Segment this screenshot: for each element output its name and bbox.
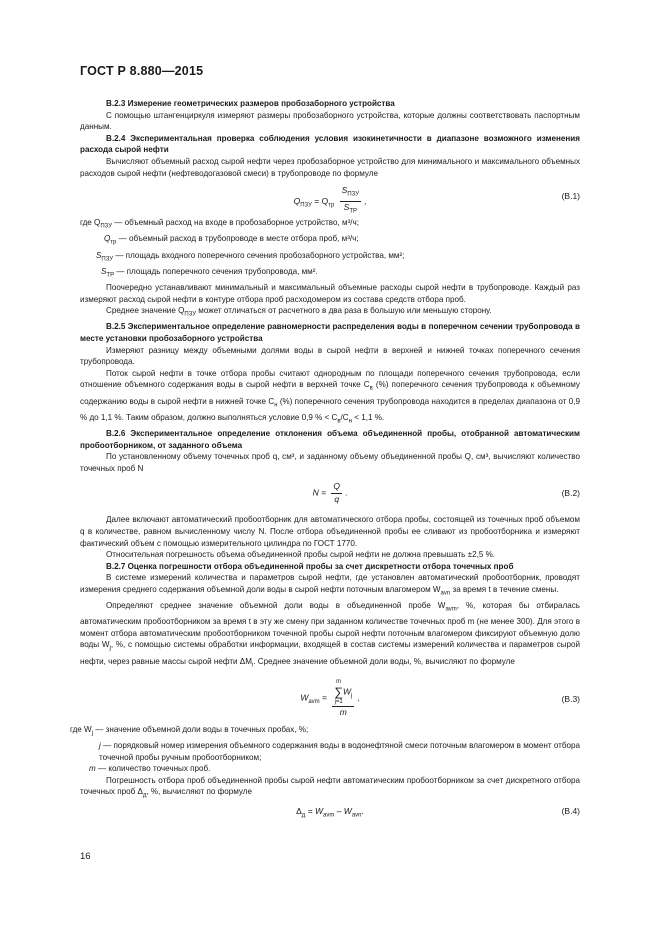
section-title-b26: В.2.6 Экспериментальное определение отклонения объема объединенной пробы, отобранной автоматическим пробоотборником, от заданного объема bbox=[80, 428, 580, 450]
legend-item: где $Q_{ПЗУ}$ — объемный расход на входе в пробозаборное устройство, м³/ч; bbox=[80, 218, 359, 230]
paragraph: Относительная погрешность объема объединенной пробы сырой нефти не должна превышать ±2,5 %. bbox=[106, 550, 496, 560]
paragraph: В системе измерений количества и параметров сырой нефти, где установлен автоматический пробоотборник, проводят измерения среднего содержания объемной доли воды в сырой нефти поточным влагомером $W_{avn}$ за время t в течение смены. bbox=[80, 573, 580, 597]
legend-item: m — количество точечных проб. bbox=[89, 764, 211, 774]
legend-item: j — порядковый номер измерения объемного содержания воды в водонефтяной смеси поточным влагомером в момент отбора точечной пробы ручным пробоотборником; bbox=[99, 741, 580, 762]
document-header: ГОСТ Р 8.880—2015 bbox=[80, 64, 204, 78]
paragraph: Поток сырой нефти в точке отбора пробы считают однородным по площади поперечного сечения трубопровода, если отношение объемного содержания воды в сырой нефти в верхней точке $C_в$ (%) поперечного сечения трубопровода к объемному содержанию воды в сырой нефти в нижней точке $C_н$ (%) поперечного сечения трубопровода находится в пределах диапазона от 0,9 % до 1,1 %. Таким образом, должно выполняться условие 0,9 % < $C_в/C_н < 1,1$ %. bbox=[80, 368, 580, 425]
formula-b1: $Q_{ПЗУ} = Q_{тр}$ $\frac{S_{ПЗУ}}{S_{ТР}}$ , (В.1) bbox=[293, 185, 580, 216]
paragraph: Измеряют разницу между объемными долями воды в сырой нефти в верхней и нижней точках поперечного сечения трубопровода. bbox=[80, 345, 580, 367]
page-number: 16 bbox=[80, 851, 91, 862]
formula-number: (В.3) bbox=[561, 693, 580, 704]
paragraph: Определяют среднее значение объемной доли воды в объединенной пробе $W_{avm}$, %, которая бы отбиралась автоматическим пробоотборником за время t в эту же смену при заданном количестве точечных проб m (не менее 300). Для этого в момент отбора автоматическим пробоотборником точечной пробы сырой нефти поточным влагомером фиксируют объемную долю воды $W_j$, %, с помощью системы обработки информации, входящей в состав системы измерений количества и параметров сырой нефти, через равные массы сырой нефти $\Delta M_i$. Среднее значение объемной доли воды, %, вычисляют по формуле bbox=[80, 601, 580, 669]
paragraph: Поочередно устанавливают минимальный и максимальный объемные расходы сырой нефти в трубопроводе. Каждый раз измеряют расход сырой нефти в контуре отбора проб расходомером из состава средств отбора проб. bbox=[80, 282, 580, 304]
section-title-b25: В.2.5 Экспериментальное определение равномерности распределения воды в поперечном сечении трубопровода в месте установки пробозаборного устройства bbox=[80, 322, 580, 343]
legend-item: $S_{ПЗУ}$ — площадь входного поперечного сечения пробозаборного устройства, мм²; bbox=[96, 250, 405, 263]
section-title-b23: В.2.3 Измерение геометрических размеров пробозаборного устройства bbox=[106, 99, 395, 108]
legend-item: где $W_j$ — значение объемной доли воды в точечных пробах, %; bbox=[70, 724, 309, 737]
paragraph: С помощью штангенциркуля измеряют размеры пробозаборного устройства, которые должны соответствовать паспортным данным. bbox=[80, 110, 580, 132]
paragraph: Среднее значение $Q_{ПЗУ}$ может отличаться от расчетного в два раза в большую или меньшую сторону. bbox=[106, 306, 492, 318]
section-title-b24: В.2.4 Экспериментальная проверка соблюдения условия изокинетичности в диапазоне возможного изменения расхода сырой нефти bbox=[80, 133, 580, 155]
formula-legend bbox=[70, 724, 580, 775]
paragraph: Вычисляют объемный расход сырой нефти через пробозаборное устройство для минимального и максимального объемных расходов сырой нефти (нефтеводогазовой смеси) в трубопроводе по формуле bbox=[80, 156, 580, 178]
formula-legend bbox=[80, 217, 580, 282]
section-title-b27: В.2.7 Оценка погрешности отбора объединенной пробы за счет дискретности отбора точечных проб bbox=[106, 561, 514, 571]
document-body bbox=[70, 98, 580, 823]
formula-b3: $W_{avm}$ = m ∑ j=1 $W_j$ m , (В.3) bbox=[300, 678, 580, 717]
formula-b2: N = $\frac{Q}{q}$ . (В.2) bbox=[312, 481, 580, 504]
paragraph: Погрешность отбора проб объединенной пробы сырой нефти автоматическим пробоотборником за счет дискретного отбора точечных проб $\Delta_д$, %, вычисляют по формуле bbox=[80, 775, 580, 800]
formula-number: (В.2) bbox=[561, 488, 580, 499]
paragraph: По установленному объему точечных проб q, см³, и заданному объему объединенной пробы Q, см³, вычисляют количество точечных проб N bbox=[80, 452, 580, 473]
paragraph: Далее включают автоматический пробоотборник для автоматического отбора пробы, состоящей из точечных проб объемом q в количестве, равном вычисленному числу N. После отбора объединенной пробы ее сливают из пробоотборника и измеряют фактический объем с помощью измерительного цилиндра по ГОСТ 1770. bbox=[80, 515, 580, 548]
formula-number: (В.4) bbox=[561, 805, 580, 816]
formula-number: (В.1) bbox=[561, 191, 580, 202]
formula-b4: $\Delta_д = W_{avm} - W_{avn}$. (В.4) bbox=[296, 805, 580, 819]
legend-item: $S_{ТР}$ — площадь поперечного сечения трубопровода, мм². bbox=[101, 266, 318, 279]
legend-item: $Q_{тр}$ — объемный расход в трубопроводе в месте отбора проб, м³/ч; bbox=[104, 234, 359, 246]
